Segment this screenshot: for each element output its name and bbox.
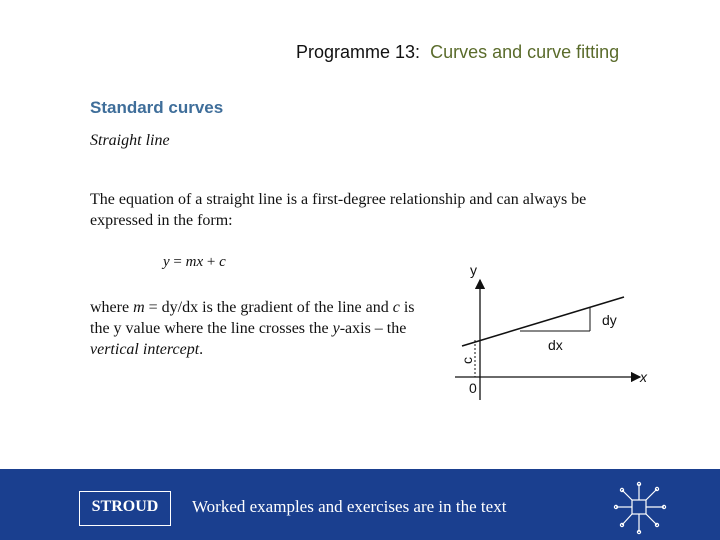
footer-note: Worked examples and exercises are in the text xyxy=(192,497,507,516)
dy-label: dy xyxy=(602,312,617,328)
line-equation xyxy=(163,254,226,271)
formula-plus: + xyxy=(206,254,216,270)
intercept-label: c xyxy=(459,357,475,364)
straight-line xyxy=(462,297,624,346)
subsection-title: Straight line xyxy=(90,132,170,149)
programme-label: Programme 13: xyxy=(296,42,421,62)
origin-label: 0 xyxy=(469,380,477,396)
where-y: y xyxy=(332,320,340,337)
explanation-paragraph xyxy=(90,297,420,360)
compass-logo-icon xyxy=(612,480,668,536)
where-c: c xyxy=(392,299,400,316)
vertical-intercept-term: vertical intercept xyxy=(90,341,200,358)
dx-label: dx xyxy=(548,337,563,353)
intro-paragraph: The equation of a straight line is a first-degree relationship and can always be expressed in the form: xyxy=(90,191,587,229)
where-text-3: is the y value where the line crosses the xyxy=(90,299,415,337)
programme-subtitle: Curves and curve fitting xyxy=(430,42,620,62)
y-axis-label: y xyxy=(470,262,477,278)
where-text-5: . xyxy=(199,341,204,358)
where-text-2: = dy/dx is the gradient of the line and xyxy=(144,299,393,316)
formula-mx: mx xyxy=(185,254,204,270)
stroud-logo: STROUD xyxy=(79,491,171,526)
formula-y: y xyxy=(163,254,170,270)
straight-line-graph xyxy=(440,260,660,405)
where-text-4: -axis – the xyxy=(339,320,407,337)
section-title: Standard curves xyxy=(90,98,224,117)
x-axis-label: x xyxy=(640,369,647,385)
page-header xyxy=(296,42,619,63)
formula-equals: = xyxy=(173,254,182,270)
where-text-1: where xyxy=(90,299,134,316)
formula-c: c xyxy=(219,254,226,270)
where-m: m xyxy=(133,299,145,316)
